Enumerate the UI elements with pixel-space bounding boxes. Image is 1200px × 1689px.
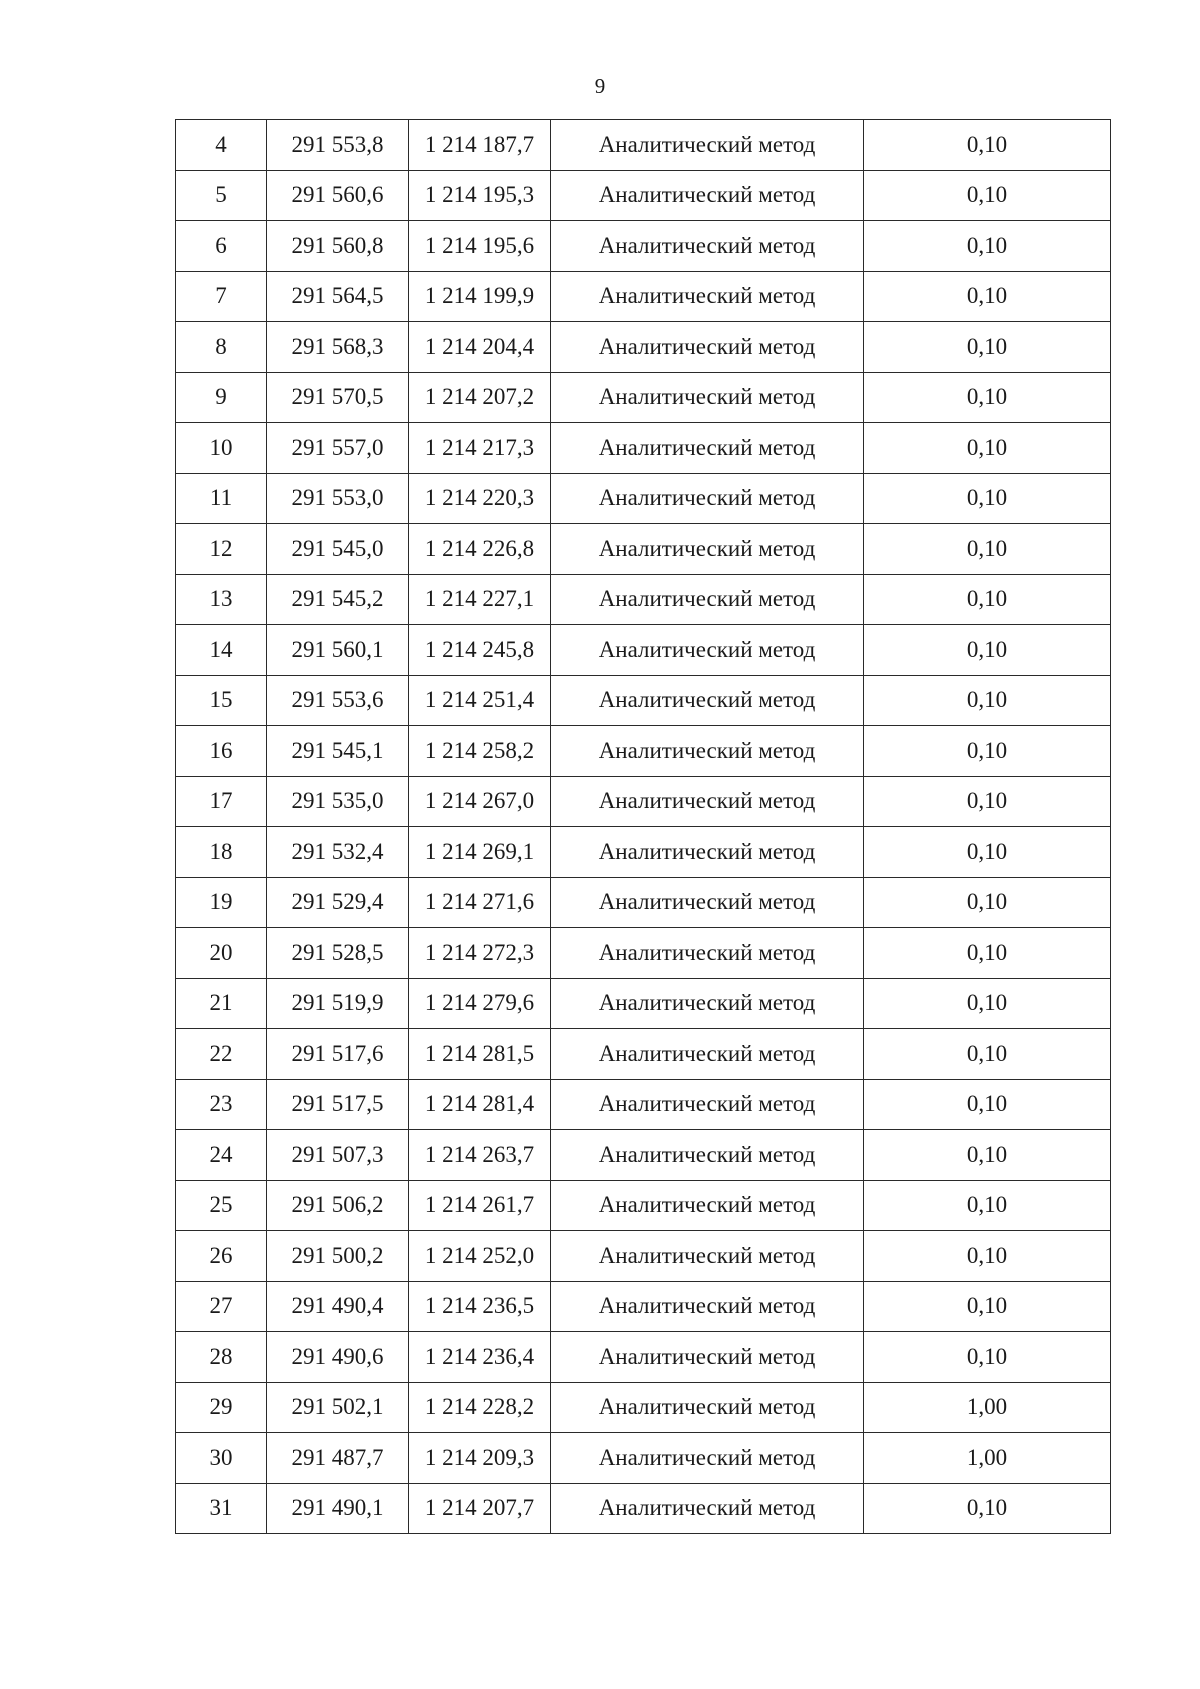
y-coordinate-cell: 1 214 217,3: [409, 423, 551, 474]
y-coordinate-cell: 1 214 252,0: [409, 1231, 551, 1282]
x-coordinate-cell: 291 532,4: [267, 827, 409, 878]
method-cell: Аналитический метод: [551, 120, 864, 171]
accuracy-cell: 0,10: [864, 827, 1111, 878]
x-coordinate-cell: 291 535,0: [267, 776, 409, 827]
y-coordinate-cell: 1 214 187,7: [409, 120, 551, 171]
y-coordinate-cell: 1 214 220,3: [409, 473, 551, 524]
method-cell: Аналитический метод: [551, 1130, 864, 1181]
y-coordinate-cell: 1 214 209,3: [409, 1433, 551, 1484]
y-coordinate-cell: 1 214 267,0: [409, 776, 551, 827]
coordinates-table: [175, 119, 1111, 1534]
table-row: [176, 625, 1111, 676]
coordinates-table-body: [176, 120, 1111, 1534]
table-row: [176, 827, 1111, 878]
x-coordinate-cell: 291 560,8: [267, 221, 409, 272]
point-number-cell: 17: [176, 776, 267, 827]
accuracy-cell: 0,10: [864, 1332, 1111, 1383]
x-coordinate-cell: 291 490,4: [267, 1281, 409, 1332]
page-number: 9: [594, 74, 606, 98]
y-coordinate-cell: 1 214 207,2: [409, 372, 551, 423]
table-row: [176, 1382, 1111, 1433]
y-coordinate-cell: 1 214 207,7: [409, 1483, 551, 1534]
point-number-cell: 10: [176, 423, 267, 474]
point-number-cell: 12: [176, 524, 267, 575]
table-row: [176, 1433, 1111, 1484]
method-cell: Аналитический метод: [551, 625, 864, 676]
table-row: [176, 978, 1111, 1029]
y-coordinate-cell: 1 214 269,1: [409, 827, 551, 878]
x-coordinate-cell: 291 529,4: [267, 877, 409, 928]
x-coordinate-cell: 291 568,3: [267, 322, 409, 373]
table-row: [176, 423, 1111, 474]
point-number-cell: 8: [176, 322, 267, 373]
y-coordinate-cell: 1 214 279,6: [409, 978, 551, 1029]
table-row: [176, 1483, 1111, 1534]
point-number-cell: 11: [176, 473, 267, 524]
method-cell: Аналитический метод: [551, 978, 864, 1029]
table-row: [176, 221, 1111, 272]
accuracy-cell: 0,10: [864, 1079, 1111, 1130]
x-coordinate-cell: 291 553,6: [267, 675, 409, 726]
method-cell: Аналитический метод: [551, 1433, 864, 1484]
method-cell: Аналитический метод: [551, 1231, 864, 1282]
method-cell: Аналитический метод: [551, 928, 864, 979]
method-cell: Аналитический метод: [551, 1281, 864, 1332]
y-coordinate-cell: 1 214 228,2: [409, 1382, 551, 1433]
method-cell: Аналитический метод: [551, 1029, 864, 1080]
x-coordinate-cell: 291 517,6: [267, 1029, 409, 1080]
accuracy-cell: 0,10: [864, 1231, 1111, 1282]
point-number-cell: 28: [176, 1332, 267, 1383]
accuracy-cell: 0,10: [864, 776, 1111, 827]
y-coordinate-cell: 1 214 272,3: [409, 928, 551, 979]
accuracy-cell: 0,10: [864, 120, 1111, 171]
point-number-cell: 24: [176, 1130, 267, 1181]
point-number-cell: 15: [176, 675, 267, 726]
accuracy-cell: 0,10: [864, 928, 1111, 979]
table-row: [176, 120, 1111, 171]
method-cell: Аналитический метод: [551, 1079, 864, 1130]
x-coordinate-cell: 291 545,0: [267, 524, 409, 575]
x-coordinate-cell: 291 506,2: [267, 1180, 409, 1231]
method-cell: Аналитический метод: [551, 271, 864, 322]
method-cell: Аналитический метод: [551, 473, 864, 524]
method-cell: Аналитический метод: [551, 1382, 864, 1433]
method-cell: Аналитический метод: [551, 524, 864, 575]
y-coordinate-cell: 1 214 263,7: [409, 1130, 551, 1181]
y-coordinate-cell: 1 214 195,3: [409, 170, 551, 221]
table-row: [176, 1029, 1111, 1080]
point-number-cell: 22: [176, 1029, 267, 1080]
point-number-cell: 14: [176, 625, 267, 676]
method-cell: Аналитический метод: [551, 1483, 864, 1534]
point-number-cell: 19: [176, 877, 267, 928]
x-coordinate-cell: 291 490,1: [267, 1483, 409, 1534]
method-cell: Аналитический метод: [551, 1332, 864, 1383]
table-row: [176, 1079, 1111, 1130]
table-row: [176, 776, 1111, 827]
table-row: [176, 675, 1111, 726]
point-number-cell: 13: [176, 574, 267, 625]
y-coordinate-cell: 1 214 245,8: [409, 625, 551, 676]
y-coordinate-cell: 1 214 251,4: [409, 675, 551, 726]
accuracy-cell: 1,00: [864, 1433, 1111, 1484]
x-coordinate-cell: 291 507,3: [267, 1130, 409, 1181]
accuracy-cell: 0,10: [864, 170, 1111, 221]
method-cell: Аналитический метод: [551, 726, 864, 777]
accuracy-cell: 0,10: [864, 726, 1111, 777]
x-coordinate-cell: 291 519,9: [267, 978, 409, 1029]
method-cell: Аналитический метод: [551, 776, 864, 827]
table-row: [176, 170, 1111, 221]
table-row: [176, 877, 1111, 928]
point-number-cell: 27: [176, 1281, 267, 1332]
table-row: [176, 372, 1111, 423]
y-coordinate-cell: 1 214 195,6: [409, 221, 551, 272]
point-number-cell: 16: [176, 726, 267, 777]
method-cell: Аналитический метод: [551, 372, 864, 423]
point-number-cell: 5: [176, 170, 267, 221]
accuracy-cell: 0,10: [864, 1029, 1111, 1080]
point-number-cell: 21: [176, 978, 267, 1029]
table-row: [176, 726, 1111, 777]
x-coordinate-cell: 291 490,6: [267, 1332, 409, 1383]
table-row: [176, 1130, 1111, 1181]
accuracy-cell: 0,10: [864, 1130, 1111, 1181]
point-number-cell: 9: [176, 372, 267, 423]
y-coordinate-cell: 1 214 226,8: [409, 524, 551, 575]
x-coordinate-cell: 291 570,5: [267, 372, 409, 423]
table-row: [176, 574, 1111, 625]
table-row: [176, 1281, 1111, 1332]
point-number-cell: 4: [176, 120, 267, 171]
method-cell: Аналитический метод: [551, 574, 864, 625]
x-coordinate-cell: 291 545,2: [267, 574, 409, 625]
accuracy-cell: 0,10: [864, 271, 1111, 322]
table-row: [176, 1332, 1111, 1383]
point-number-cell: 31: [176, 1483, 267, 1534]
point-number-cell: 26: [176, 1231, 267, 1282]
table-row: [176, 1180, 1111, 1231]
accuracy-cell: 0,10: [864, 524, 1111, 575]
accuracy-cell: 0,10: [864, 877, 1111, 928]
method-cell: Аналитический метод: [551, 322, 864, 373]
y-coordinate-cell: 1 214 281,5: [409, 1029, 551, 1080]
method-cell: Аналитический метод: [551, 827, 864, 878]
accuracy-cell: 0,10: [864, 978, 1111, 1029]
y-coordinate-cell: 1 214 199,9: [409, 271, 551, 322]
y-coordinate-cell: 1 214 204,4: [409, 322, 551, 373]
y-coordinate-cell: 1 214 258,2: [409, 726, 551, 777]
accuracy-cell: 0,10: [864, 423, 1111, 474]
x-coordinate-cell: 291 560,6: [267, 170, 409, 221]
x-coordinate-cell: 291 528,5: [267, 928, 409, 979]
accuracy-cell: 0,10: [864, 221, 1111, 272]
method-cell: Аналитический метод: [551, 877, 864, 928]
point-number-cell: 20: [176, 928, 267, 979]
x-coordinate-cell: 291 553,0: [267, 473, 409, 524]
x-coordinate-cell: 291 557,0: [267, 423, 409, 474]
method-cell: Аналитический метод: [551, 170, 864, 221]
table-row: [176, 524, 1111, 575]
point-number-cell: 18: [176, 827, 267, 878]
point-number-cell: 25: [176, 1180, 267, 1231]
point-number-cell: 7: [176, 271, 267, 322]
y-coordinate-cell: 1 214 227,1: [409, 574, 551, 625]
accuracy-cell: 0,10: [864, 574, 1111, 625]
method-cell: Аналитический метод: [551, 423, 864, 474]
y-coordinate-cell: 1 214 236,4: [409, 1332, 551, 1383]
y-coordinate-cell: 1 214 281,4: [409, 1079, 551, 1130]
method-cell: Аналитический метод: [551, 675, 864, 726]
accuracy-cell: 0,10: [864, 1180, 1111, 1231]
x-coordinate-cell: 291 560,1: [267, 625, 409, 676]
table-row: [176, 928, 1111, 979]
accuracy-cell: 0,10: [864, 625, 1111, 676]
accuracy-cell: 0,10: [864, 372, 1111, 423]
x-coordinate-cell: 291 553,8: [267, 120, 409, 171]
x-coordinate-cell: 291 517,5: [267, 1079, 409, 1130]
y-coordinate-cell: 1 214 261,7: [409, 1180, 551, 1231]
point-number-cell: 23: [176, 1079, 267, 1130]
table-row: [176, 271, 1111, 322]
accuracy-cell: 1,00: [864, 1382, 1111, 1433]
y-coordinate-cell: 1 214 271,6: [409, 877, 551, 928]
table-row: [176, 322, 1111, 373]
accuracy-cell: 0,10: [864, 473, 1111, 524]
accuracy-cell: 0,10: [864, 1483, 1111, 1534]
method-cell: Аналитический метод: [551, 1180, 864, 1231]
accuracy-cell: 0,10: [864, 675, 1111, 726]
x-coordinate-cell: 291 502,1: [267, 1382, 409, 1433]
y-coordinate-cell: 1 214 236,5: [409, 1281, 551, 1332]
point-number-cell: 30: [176, 1433, 267, 1484]
point-number-cell: 6: [176, 221, 267, 272]
table-row: [176, 1231, 1111, 1282]
accuracy-cell: 0,10: [864, 322, 1111, 373]
method-cell: Аналитический метод: [551, 221, 864, 272]
x-coordinate-cell: 291 545,1: [267, 726, 409, 777]
table-row: [176, 473, 1111, 524]
accuracy-cell: 0,10: [864, 1281, 1111, 1332]
x-coordinate-cell: 291 564,5: [267, 271, 409, 322]
x-coordinate-cell: 291 500,2: [267, 1231, 409, 1282]
point-number-cell: 29: [176, 1382, 267, 1433]
x-coordinate-cell: 291 487,7: [267, 1433, 409, 1484]
